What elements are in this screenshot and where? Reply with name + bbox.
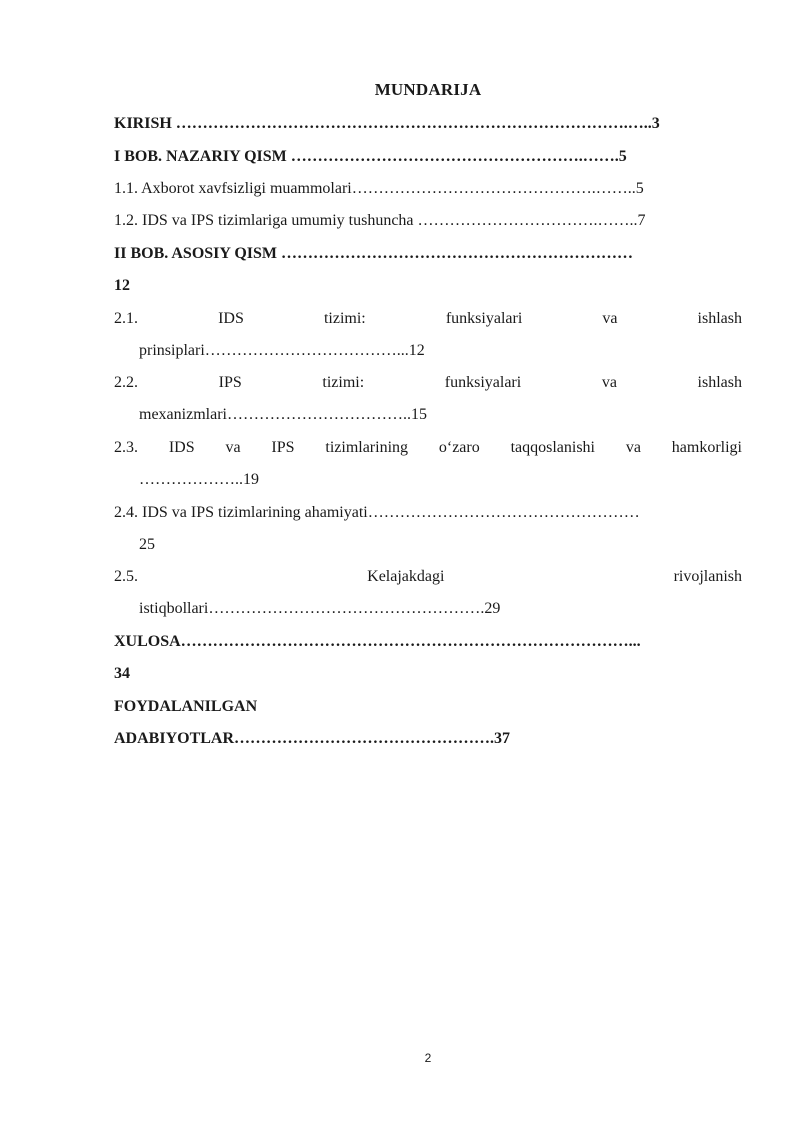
toc-entry-2-3: 2.3. IDS va IPS tizimlarining o‘zaro taqqoslanishi va hamkorligi xyxy=(114,439,742,456)
toc-entry-references: FOYDALANILGAN xyxy=(114,698,258,715)
toc-entry-2-1-cont: prinsiplari………………………………...12 xyxy=(139,342,425,359)
toc-entry-2-2: 2.2. IPS tizimi: funksiyalari va ishlash xyxy=(114,374,742,391)
toc-entry-2-5: 2.5. Kelajakdagi rivojlanish xyxy=(114,568,742,585)
toc-entry-2-1: 2.1. IDS tizimi: funksiyalari va ishlash xyxy=(114,310,742,327)
page-number: 2 xyxy=(424,1051,432,1065)
toc-entry-references-cont: ADABIYOTLAR………………………………………….37 xyxy=(114,730,511,747)
toc-entry-chapter-2-page: 12 xyxy=(114,277,130,294)
toc-entry-1-1: 1.1. Axborot xavfsizligi muammolari……………………………………….……..5 xyxy=(114,180,644,197)
toc-entry-chapter-2: II BOB. ASOSIY QISM ………………………………………………………… xyxy=(114,245,634,262)
toc-entry-xulosa: XULOSA…………………………………………………………………………... xyxy=(114,633,641,650)
toc-entry-2-5-cont: istiqbollari…………………………………………….29 xyxy=(139,600,501,617)
toc-entry-2-2-cont: mexanizmlari……………………………..15 xyxy=(139,406,427,423)
toc-entry-kirish: KIRISH ………………………………………………………………………….…..3 xyxy=(114,115,660,132)
toc-entry-chapter-1: I BOB. NAZARIY QISM ……………………………………………….…….5 xyxy=(114,148,627,165)
toc-entry-2-3-cont: ………………..19 xyxy=(139,471,259,488)
toc-title: MUNDARIJA xyxy=(374,80,482,99)
toc-entry-xulosa-page: 34 xyxy=(114,665,130,682)
toc-entry-1-2: 1.2. IDS va IPS tizimlariga umumiy tushuncha …………………………….……..7 xyxy=(114,212,646,229)
toc-entry-2-4-cont: 25 xyxy=(139,536,155,553)
toc-entry-2-4: 2.4. IDS va IPS tizimlarining ahamiyati…………………………………………… xyxy=(114,504,640,521)
